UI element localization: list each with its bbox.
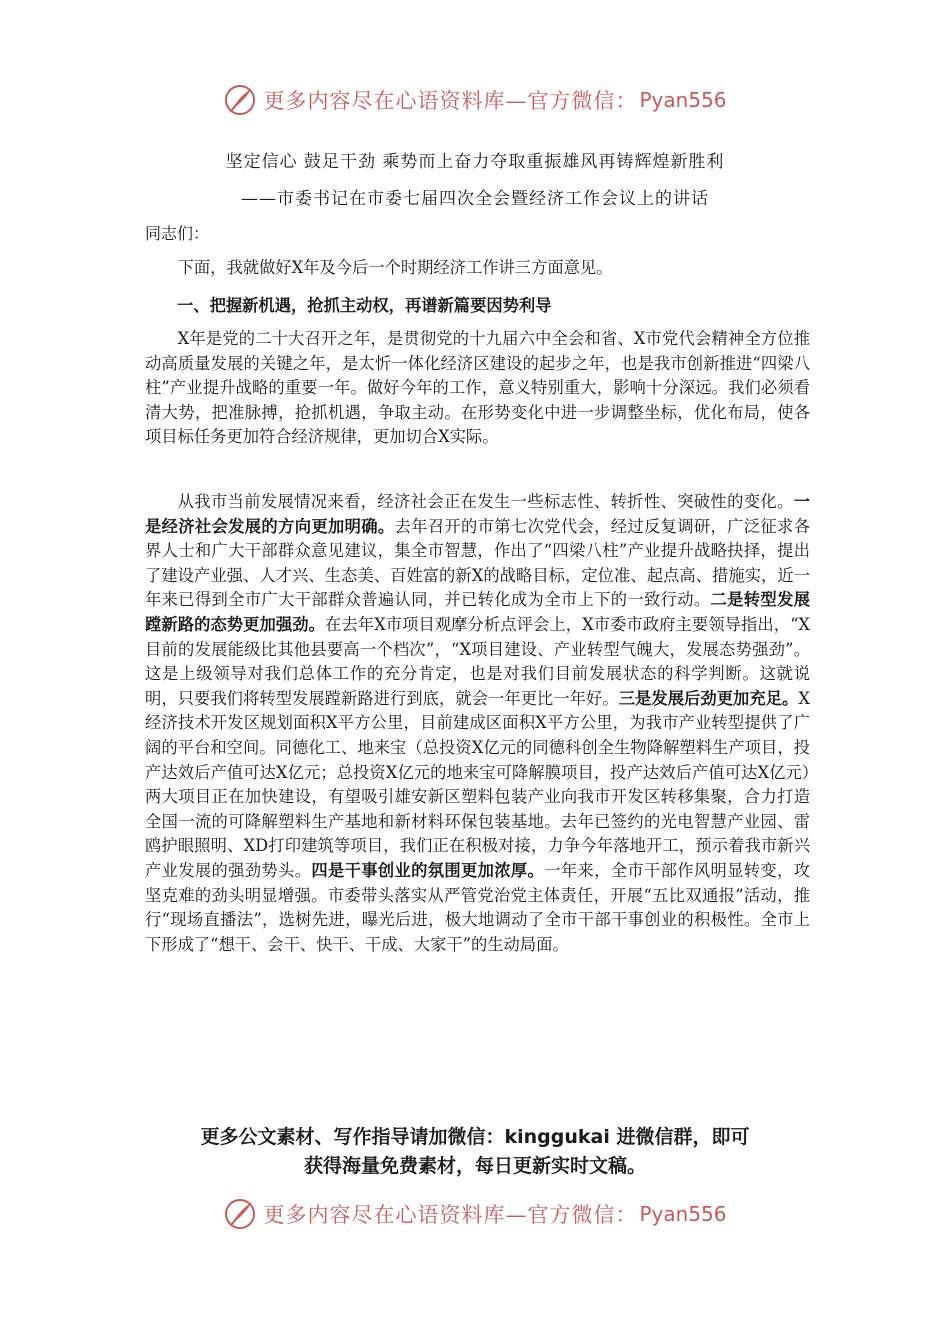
footer-line-2: 获得海量免费素材，每日更新实时文稿。	[303, 1155, 646, 1177]
para2-point-2: 二是转型发展蹚新路的态势更加强劲。	[145, 590, 810, 634]
body-paragraph-1: X年是党的二十大召开之年，是贯彻党的十九届六中全会和省、X市党代会精神全方位推动高质量发展的关键之年，是太忻一体化经济区建设的起步之年，也是我市创新推进“四梁八柱”产业提升战略的重要一年。做好今年的工作，意义特别重大，影响十分深远。我们必须看清大势，把准脉搏，抢抓机遇，争取主动。在形势变化中进一步调整坐标，优化布局，使各项目标任务更加符合经济规律，更加切合X实际。	[145, 329, 810, 447]
footer-line-1: 更多公文素材、写作指导请加微信：kinggukai 进微信群，即可	[200, 1126, 750, 1148]
banner-text: 更多内容尽在心语资料库—官方微信：	[263, 1203, 638, 1227]
para2-text-3: 在去年X市项目观摩分析点评会上，X市委市政府主要领导指出，“X目前的发展能级比其他县要高一个档次”，“X项目建设、产业转型气魄大，发展态势强劲”。这是上级领导对我们总体工作的充分肯定，也是对我们目前发展状态的科学判断。这就说明，只要我们将转型发展蹚新路进行到底，就会一年更比一年好。	[145, 614, 810, 708]
para2-point-4: 四是干事创业的氛围更加浓厚。	[311, 860, 545, 880]
quill-logo-icon	[223, 83, 257, 117]
para2-text-5: 一年来，全市干部作风明显转变，攻坚克难的劲头明显增强。市委带头落实从严管党治党主体责任，开展“五比双通报”活动，推行“现场直播法”，选树先进，曝光后进，极大地调动了全市干部干事创业的积极性。全市上下形成了“想干、会干、快干、干成、大家干”的生动局面。	[145, 860, 810, 954]
footer-note	[0, 1123, 950, 1181]
document-title: 坚定信心 鼓足干劲 乘势而上奋力夺取重振雄风再铸辉煌新胜利	[225, 152, 725, 172]
document-subtitle: ——市委书记在市委七届四次全会暨经济工作会议上的讲话	[241, 189, 709, 209]
quill-logo-icon	[223, 1197, 257, 1231]
banner-handle: Pyan556	[639, 1202, 727, 1226]
para2-point-3: 三是发展后劲更加充足。	[618, 688, 799, 708]
para2-point-1: 一是经济社会发展的方向更加明确。	[145, 492, 810, 536]
para2-text-4: X经济技术开发区规划面积X平方公里，目前建成区面积X平方公里，为我市产业转型提供了广阔的平台和空间。同德化工、地来宝（总投资X亿元的同德科创全生物降解塑料生产项目，投产达效后产值可达X亿元；总投资X亿元的地来宝可降解膜项目，投产达效后产值可达X亿元）两大项目正在加快建设，有望吸引雄安新区塑料包装产业向我市开发区转移集聚，合力打造全国一流的可降解塑料生产基地和新材料环保包装基地。去年已签约的光电智慧产业园、雷鸥护眼照明、XD打印建筑等项目，我们正在积极对接，力争今年落地开工，预示着我市新兴产业发展的强劲势头。	[145, 688, 810, 880]
intro-paragraph: 下面，我就做好X年及今后一个时期经济工作讲三方面意见。	[177, 258, 613, 277]
section-heading: 一、把握新机遇，抢抓主动权，再谱新篇要因势利导	[177, 296, 552, 315]
bottom-banner	[0, 1194, 950, 1234]
top-banner	[0, 80, 950, 120]
salutation: 同志们：	[145, 224, 210, 243]
para2-text-1: 从我市当前发展情况来看，经济社会正在发生一些标志性、转折性、突破性的变化。	[177, 492, 794, 511]
para2-text-2: 去年召开的市第七次党代会，经过反复调研，广泛征求各界人士和广大干部群众意见建议，集全市智慧，作出了“四梁八柱”产业提升战略抉择，提出了建设产业强、人才兴、生态美、百姓富的新X的战略目标，定位准、起点高、措施实，近一年来已得到全市广大干部群众普遍认同，并已转化成为全市上下的一致行动。	[145, 516, 810, 610]
body-paragraph-2	[145, 490, 810, 957]
banner-text: 更多内容尽在心语资料库—官方微信：	[263, 89, 638, 113]
banner-handle: Pyan556	[639, 88, 727, 112]
